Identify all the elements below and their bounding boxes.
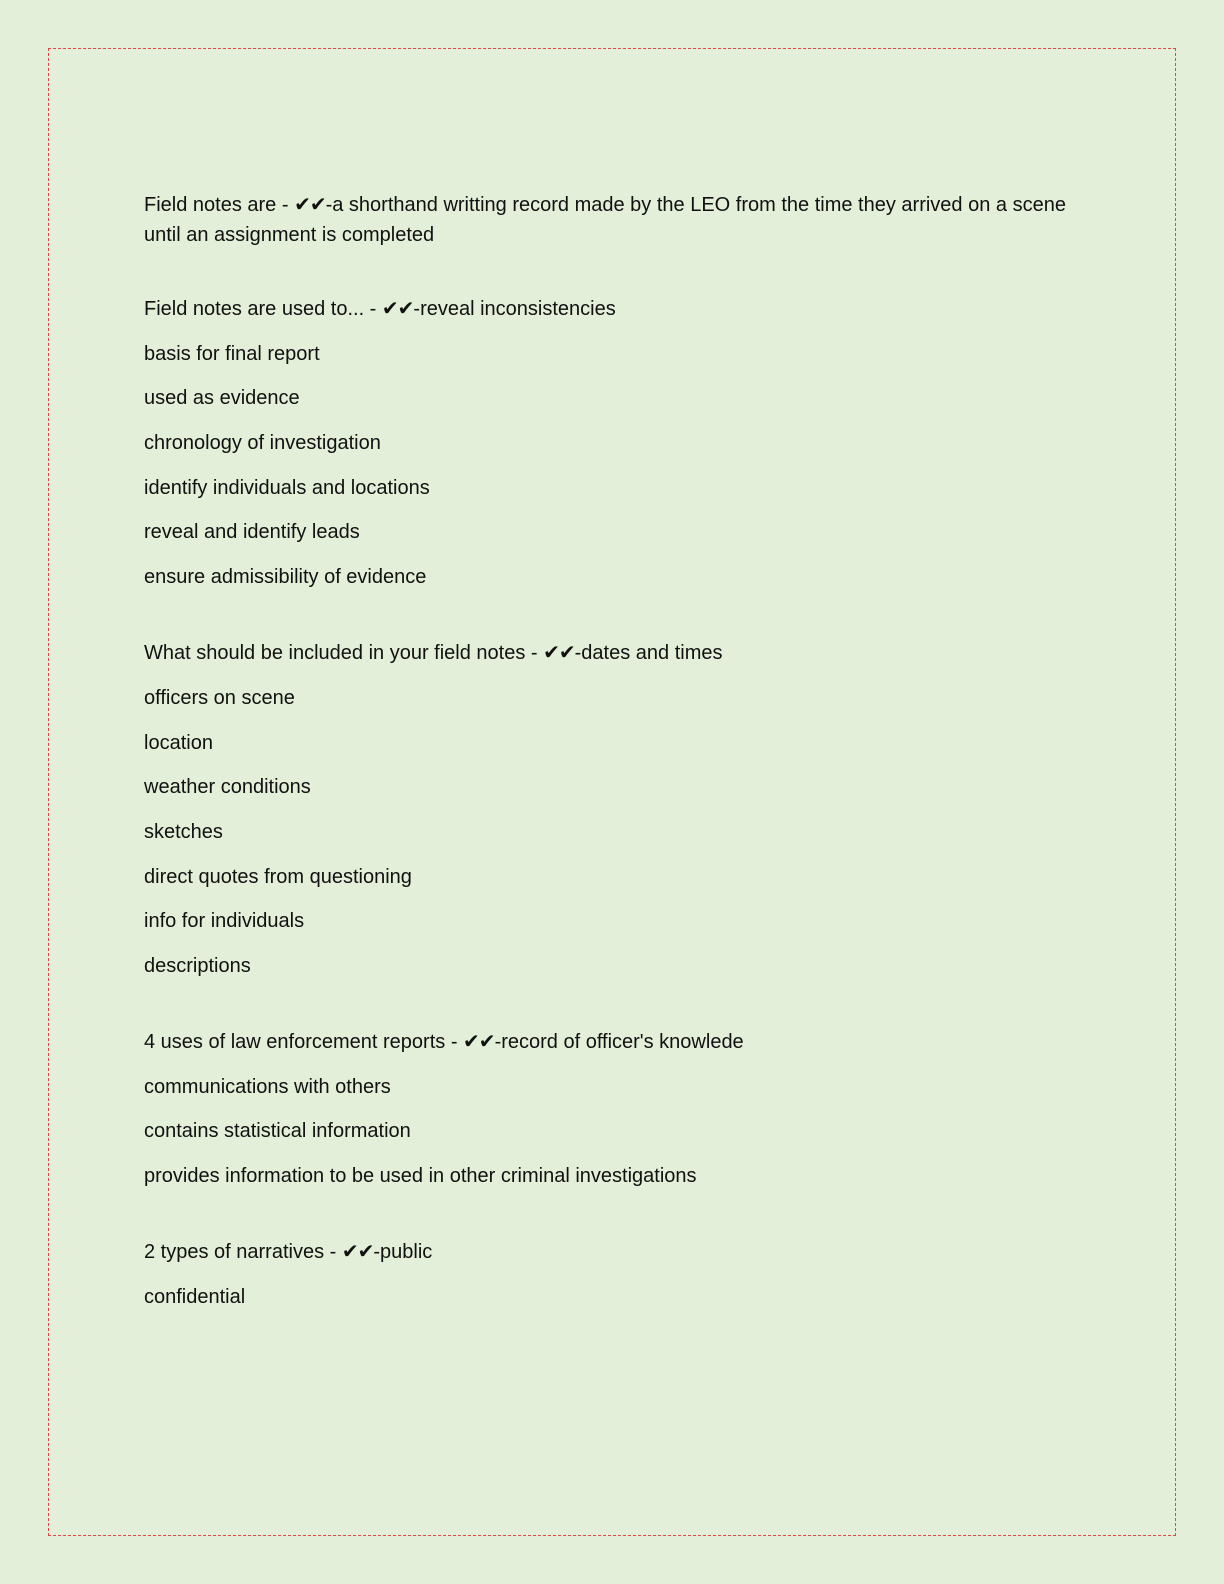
answer-line: officers on scene <box>144 686 295 709</box>
answer-line: descriptions <box>144 954 251 977</box>
answer-line: location <box>144 731 213 754</box>
double-check-icon: ✔✔ <box>543 642 575 665</box>
answer-text: -a shorthand writting record made by the LEO from the time they arrived on a scene until an assignment is completed <box>144 194 1066 246</box>
question-text: What should be included in your field notes - <box>144 642 544 665</box>
answer-line: ensure admissibility of evidence <box>144 566 427 589</box>
answer-line: weather conditions <box>144 776 311 799</box>
qa-first-line <box>144 294 1094 324</box>
question-text: 4 uses of law enforcement reports - <box>144 1030 464 1053</box>
double-check-icon: ✔✔ <box>381 298 414 320</box>
question-text: 2 types of narratives - <box>144 1241 342 1263</box>
question-text: Field notes are - <box>144 194 295 216</box>
qa-block <box>144 294 1094 592</box>
qa-block <box>144 190 1094 250</box>
answer-line: contains statistical information <box>144 1120 411 1143</box>
answer-text: -record of officer's knowlede <box>494 1030 744 1053</box>
double-check-icon: ✔✔ <box>463 1030 495 1053</box>
answer-line: reveal and identify leads <box>144 521 360 544</box>
double-check-icon: ✔✔ <box>294 194 326 216</box>
document-content <box>144 190 1094 1358</box>
qa-first-line <box>144 1027 1094 1057</box>
answer-text: -reveal inconsistencies <box>413 298 616 320</box>
qa-first-line <box>144 638 1094 668</box>
question-text: Field notes are used to... - <box>144 298 382 320</box>
answer-line: sketches <box>144 820 223 843</box>
answer-line: confidential <box>144 1285 246 1308</box>
answer-line: communications with others <box>144 1075 391 1098</box>
double-check-icon: ✔✔ <box>341 1241 374 1263</box>
qa-block <box>144 638 1094 981</box>
answer-line: basis for final report <box>144 342 320 365</box>
answer-line: info for individuals <box>144 910 305 933</box>
answer-text: -dates and times <box>574 642 723 665</box>
answer-line: direct quotes from questioning <box>144 865 412 888</box>
qa-first-line <box>144 190 1094 250</box>
answer-line: provides information to be used in other criminal investigations <box>144 1165 697 1187</box>
answer-line: chronology of investigation <box>144 432 381 455</box>
qa-block <box>144 1237 1094 1312</box>
answer-line: identify individuals and locations <box>144 476 430 499</box>
qa-block <box>144 1027 1094 1191</box>
answer-text: -public <box>373 1241 433 1263</box>
answer-line: used as evidence <box>144 387 300 410</box>
qa-first-line <box>144 1237 1094 1267</box>
